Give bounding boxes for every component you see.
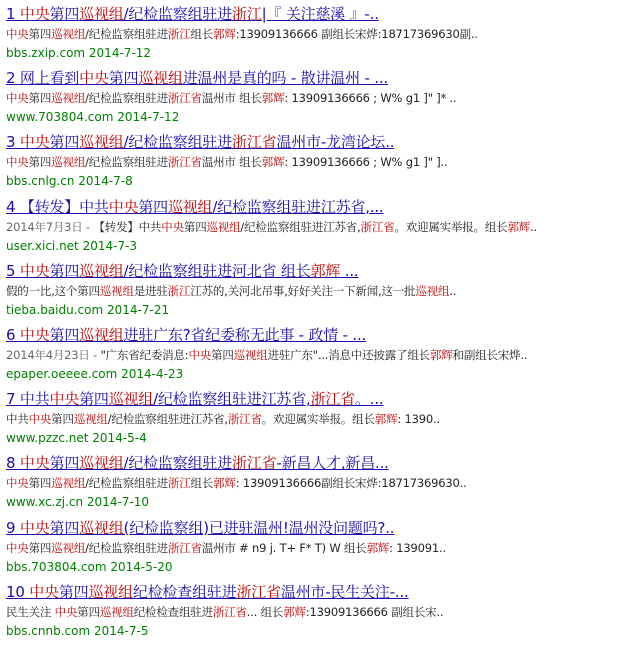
text-segment: 温州市 组长	[201, 155, 262, 170]
text-segment: ... 组长	[246, 604, 284, 619]
text-segment: /纪检监察组驻进	[85, 91, 168, 106]
result-url[interactable]: bbs.cnnb.com 2014-7-5	[6, 623, 149, 638]
text-segment: /纪检监察组驻进	[123, 454, 233, 473]
text-segment: 。欢迎属实举报。组长	[394, 219, 508, 234]
text-segment: (纪检监察组)已进驻温州!温州没问题吗?..	[123, 518, 395, 537]
result-snippet	[6, 603, 624, 622]
highlighted-keyword: 巡视组	[108, 390, 154, 409]
highlighted-keyword: 中央	[6, 476, 29, 491]
highlighted-keyword: 中央	[6, 155, 29, 170]
text-segment: 8	[6, 454, 20, 473]
text-segment: 第四	[49, 261, 80, 280]
highlighted-keyword: 浙江省	[212, 604, 247, 619]
highlighted-keyword: 巡视组	[233, 347, 268, 362]
highlighted-keyword: 浙江省	[167, 91, 202, 106]
text-segment: 第四	[58, 582, 89, 601]
highlighted-keyword: 中央	[161, 219, 184, 234]
result-title-link[interactable]	[6, 132, 624, 153]
text-segment: 第四	[77, 604, 100, 619]
highlighted-keyword: 中央	[19, 5, 50, 23]
highlighted-keyword: 郭辉	[507, 219, 531, 234]
highlighted-keyword: 中央	[6, 540, 29, 555]
highlighted-keyword: 巡视组	[415, 283, 450, 298]
text-segment: 第四	[28, 155, 52, 170]
text-segment: 第四	[28, 27, 52, 41]
text-segment: 第四	[49, 454, 80, 473]
highlighted-keyword: 巡视组	[79, 261, 124, 280]
text-segment: 第四	[211, 347, 234, 362]
search-result-item	[6, 582, 629, 646]
text-segment: 第四	[49, 133, 80, 152]
text-segment: 第四	[49, 5, 80, 23]
highlighted-keyword: 郭辉	[366, 540, 390, 555]
text-segment: 温州市-民生关注-...	[280, 582, 409, 601]
text-segment: 是进驻	[133, 283, 168, 298]
result-title-link[interactable]	[6, 261, 624, 282]
highlighted-keyword: 巡视组	[51, 27, 86, 41]
highlighted-keyword: 郭辉	[213, 27, 236, 41]
highlighted-keyword: 郭辉	[429, 347, 453, 362]
result-url[interactable]: tieba.baidu.com 2014-7-21	[6, 302, 170, 317]
highlighted-keyword: 中央	[19, 325, 50, 344]
result-title-link[interactable]	[6, 4, 624, 25]
highlighted-keyword: 中央	[6, 91, 29, 106]
result-title-link[interactable]	[6, 68, 624, 89]
search-result-item	[6, 389, 629, 453]
result-url[interactable]: bbs.cnlg.cn 2014-7-8	[6, 174, 133, 189]
result-snippet	[6, 410, 624, 429]
highlighted-keyword: 浙江省	[167, 540, 202, 555]
result-snippet	[6, 539, 624, 558]
text-segment: 7 中共	[6, 390, 50, 409]
search-result-item	[6, 132, 629, 196]
text-segment: /纪检监察组驻进	[85, 27, 168, 41]
highlighted-keyword: 郭辉	[310, 261, 341, 280]
result-title-link[interactable]	[6, 389, 624, 410]
text-segment: 纪检检查组驻进	[132, 582, 237, 601]
highlighted-keyword: 巡视组	[51, 476, 86, 491]
highlighted-keyword: 中央	[19, 133, 50, 152]
text-segment: /纪检监察组驻进江苏省,	[107, 412, 228, 427]
text-segment: 第四	[28, 91, 52, 106]
text-segment: : 13909136666副组长宋烨:18717369630..	[235, 476, 467, 491]
result-snippet	[6, 282, 624, 301]
text-segment: 第四	[49, 325, 80, 344]
text-segment: 中共	[6, 412, 29, 427]
highlighted-keyword: 浙江	[167, 476, 191, 491]
text-segment: : 13909136666 ; W% g1 ]" ]* ..	[284, 91, 457, 106]
text-segment: 4 【转发】中共	[6, 197, 109, 216]
result-snippet	[6, 89, 624, 108]
highlighted-keyword: 郭辉	[374, 412, 398, 427]
text-segment: 第四	[183, 219, 207, 234]
text-segment: 第四	[108, 69, 139, 88]
text-segment: 第四	[28, 540, 52, 555]
highlighted-keyword: 中央	[19, 518, 50, 537]
highlighted-keyword: 巡视组	[79, 454, 124, 473]
text-segment: 进驻广东?省纪委称无此事 - 政情 - ...	[123, 325, 367, 344]
text-segment: 温州市-龙湾论坛..	[276, 133, 395, 152]
text-segment: /纪检监察组驻进	[85, 476, 168, 491]
text-segment: /纪检监察组驻进	[123, 5, 233, 23]
highlighted-keyword: 中央	[6, 27, 29, 41]
highlighted-keyword: 巡视组	[206, 219, 241, 234]
text-segment: 1	[6, 5, 20, 23]
text-segment: 第四	[79, 390, 109, 409]
text-segment: 进温州是真的吗 - 散讲温州 - ...	[182, 69, 388, 88]
highlighted-keyword: 巡视组	[99, 604, 134, 619]
text-segment: /纪检监察组驻进	[85, 540, 168, 555]
highlighted-keyword: 巡视组	[138, 69, 183, 88]
search-result-item	[6, 518, 629, 582]
highlighted-keyword: 巡视组	[88, 582, 133, 601]
text-segment: /纪检监察组驻进	[123, 133, 233, 152]
highlighted-keyword: 中央	[79, 69, 109, 88]
text-segment: /纪检监察组驻进江苏省,...	[212, 197, 384, 216]
snippet-date: 2014年4月23日 -	[6, 347, 101, 362]
text-segment: 第四	[49, 518, 80, 537]
text-segment: /纪检监察组驻进	[85, 155, 168, 170]
highlighted-keyword: 郭辉	[283, 604, 306, 619]
text-segment: /纪检监察组驻进江苏省,	[240, 219, 361, 234]
text-segment: 进驻广东"...消息中还披露了组长	[267, 347, 430, 362]
highlighted-keyword: 浙江省	[167, 155, 202, 170]
text-segment: 纪检检查组驻进	[133, 604, 213, 619]
result-title-link[interactable]	[6, 518, 624, 539]
text-segment: 第四	[28, 476, 52, 491]
text-segment: /纪检监察组驻进江苏省,	[153, 390, 311, 409]
highlighted-keyword: 中央	[19, 454, 50, 473]
text-segment: 。...	[354, 390, 384, 409]
search-result-item	[6, 261, 629, 325]
text-segment: 第四	[51, 412, 74, 427]
text-segment: ..	[449, 283, 457, 298]
result-snippet	[6, 153, 624, 172]
search-result-item	[6, 68, 629, 132]
result-title-link[interactable]	[6, 197, 624, 218]
result-snippet	[6, 346, 624, 365]
text-segment: 江苏的,关河北吊事,好好关注一下新闻,这一批	[190, 283, 416, 298]
text-segment: :13909136666 副组长宋烨:18717369630副..	[235, 27, 478, 41]
text-segment: 2 网上看到	[6, 69, 80, 88]
highlighted-keyword: 浙江	[167, 27, 191, 41]
text-segment: ..	[530, 219, 537, 234]
text-segment: 。欢迎属实举报。组长	[261, 412, 375, 427]
highlighted-keyword: 巡视组	[79, 5, 124, 23]
text-segment: "广东省纪委消息:	[100, 347, 189, 362]
highlighted-keyword: 巡视组	[73, 412, 108, 427]
result-title-link[interactable]	[6, 453, 624, 474]
highlighted-keyword: 中央	[54, 604, 78, 619]
search-result-item	[6, 325, 629, 389]
result-url[interactable]: bbs.zxip.com 2014-7-12	[6, 46, 152, 60]
highlighted-keyword: 中央	[29, 582, 59, 601]
result-snippet	[6, 25, 624, 44]
result-url[interactable]: www.pzzc.net 2014-5-4	[6, 431, 147, 446]
text-segment: 9	[6, 518, 20, 537]
text-segment: : 1390..	[397, 412, 440, 427]
text-segment: 3	[6, 133, 20, 152]
result-title-link[interactable]	[6, 582, 624, 603]
highlighted-keyword: 中央	[188, 347, 212, 362]
text-segment: : 13909136666 ; W% g1 ]" ]..	[284, 155, 448, 170]
highlighted-keyword: 浙江	[167, 283, 191, 298]
highlighted-keyword: 中央	[28, 412, 52, 427]
highlighted-keyword: 巡视组	[79, 325, 124, 344]
highlighted-keyword: 巡视组	[99, 283, 134, 298]
text-segment: 民生关注	[6, 604, 55, 619]
text-segment: : 139091..	[389, 540, 446, 555]
text-segment: |『 关注慈溪 』-..	[261, 5, 379, 23]
highlighted-keyword: 浙江省	[360, 219, 395, 234]
highlighted-keyword: 浙江省	[232, 454, 277, 473]
text-segment: 5	[6, 261, 20, 280]
result-title-link[interactable]	[6, 325, 624, 346]
text-segment: /纪检监察组驻进河北省 组长	[123, 261, 311, 280]
highlighted-keyword: 中央	[19, 261, 50, 280]
snippet-date: 2014年7月3日 -	[6, 219, 94, 234]
result-url[interactable]: bbs.703804.com 2014-5-20	[6, 559, 173, 574]
text-segment: 温州市 组长	[201, 91, 262, 106]
text-segment: 组长	[190, 27, 214, 41]
search-result-item	[6, 197, 629, 261]
result-snippet	[6, 474, 624, 493]
text-segment: 和副组长宋烨..	[452, 347, 528, 362]
highlighted-keyword: 浙江	[232, 5, 262, 23]
highlighted-keyword: 中央	[108, 197, 139, 216]
result-url[interactable]: epaper.oeeee.com 2014-4-23	[6, 366, 184, 381]
highlighted-keyword: 巡视组	[79, 518, 124, 537]
result-snippet	[6, 218, 624, 237]
highlighted-keyword: 郭辉	[261, 91, 285, 106]
result-url[interactable]: www.xc.zj.cn 2014-7-10	[6, 495, 150, 510]
highlighted-keyword: 浙江省	[310, 390, 355, 409]
highlighted-keyword: 巡视组	[51, 540, 86, 555]
text-segment: :13909136666 副组长宋..	[305, 604, 444, 619]
highlighted-keyword: 郭辉	[213, 476, 236, 491]
text-segment: -新昌人才,新昌...	[276, 454, 389, 473]
highlighted-keyword: 浙江省	[227, 412, 262, 427]
text-segment: 6	[6, 325, 20, 344]
text-segment: 组长	[190, 476, 214, 491]
highlighted-keyword: 郭辉	[261, 155, 285, 170]
highlighted-keyword: 巡视组	[51, 91, 86, 106]
highlighted-keyword: 浙江省	[232, 133, 277, 152]
highlighted-keyword: 巡视组	[79, 133, 124, 152]
result-url[interactable]: user.xici.net 2014-7-3	[6, 238, 138, 253]
text-segment: 假的一比,这个第四	[6, 283, 100, 298]
highlighted-keyword: 巡视组	[51, 155, 86, 170]
text-segment: 第四	[138, 197, 168, 216]
text-segment: 10	[6, 582, 30, 601]
search-result-item	[6, 4, 629, 68]
search-result-item	[6, 453, 629, 517]
highlighted-keyword: 中央	[49, 390, 80, 409]
highlighted-keyword: 巡视组	[167, 197, 213, 216]
text-segment: 【转发】中共	[93, 219, 162, 234]
text-segment: 温州市 # n9 j. T+ F* T) W 组长	[201, 540, 367, 555]
result-url[interactable]: www.703804.com 2014-7-12	[6, 110, 180, 125]
text-segment: ...	[340, 261, 359, 280]
highlighted-keyword: 浙江省	[236, 582, 281, 601]
